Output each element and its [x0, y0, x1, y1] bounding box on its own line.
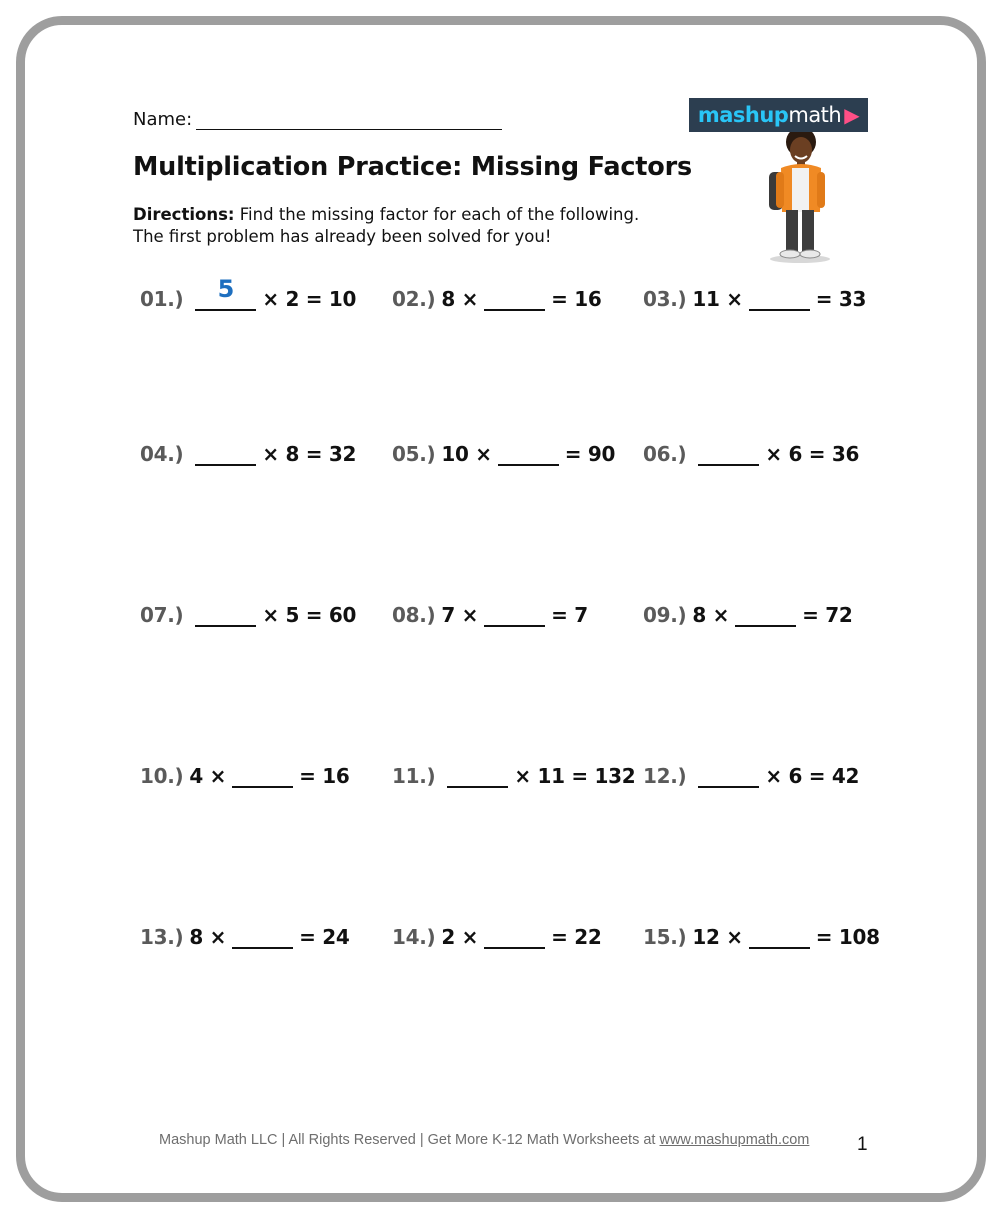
- footer: [159, 1132, 809, 1148]
- answer-blank[interactable]: [484, 605, 545, 627]
- logo-text-math: math: [788, 103, 842, 127]
- directions-label: Directions:: [133, 205, 235, 224]
- answer-blank[interactable]: [749, 289, 810, 311]
- problem-9: [643, 603, 852, 627]
- name-field-row: [133, 109, 502, 130]
- directions-text: Find the missing factor for each of the following.: [239, 205, 640, 224]
- filled-answer: 5: [217, 275, 235, 303]
- problem-11: [392, 764, 635, 788]
- problem-equation-rest: × 11 = 132: [514, 764, 636, 788]
- problem-equation-rest: = 16: [551, 287, 602, 311]
- answer-blank[interactable]: [195, 605, 256, 627]
- problem-12: [643, 764, 859, 788]
- problem-10: [140, 764, 349, 788]
- problem-number: 03.): [643, 287, 687, 311]
- problem-equation-rest: × 6 = 42: [765, 764, 860, 788]
- problem-known-factor: 12 ×: [692, 925, 743, 949]
- problem-3: [643, 287, 866, 311]
- problem-known-factor: 7 ×: [441, 603, 479, 627]
- problem-known-factor: 2 ×: [441, 925, 479, 949]
- answer-blank[interactable]: [447, 766, 508, 788]
- problem-6: [643, 442, 859, 466]
- problem-number: 15.): [643, 925, 687, 949]
- problem-equation-rest: × 5 = 60: [262, 603, 357, 627]
- problem-15: [643, 925, 880, 949]
- problem-number: 07.): [140, 603, 184, 627]
- problem-number: 02.): [392, 287, 436, 311]
- problem-equation-rest: × 8 = 32: [262, 442, 357, 466]
- play-icon: ▶: [844, 103, 860, 127]
- problem-known-factor: 8 ×: [189, 925, 227, 949]
- problem-equation-rest: = 24: [299, 925, 350, 949]
- problem-equation-rest: × 2 = 10: [262, 287, 357, 311]
- problem-2: [392, 287, 601, 311]
- answer-blank[interactable]: [232, 766, 293, 788]
- name-blank-line: [196, 111, 502, 130]
- worksheet-title: Multiplication Practice: Missing Factors: [133, 152, 692, 182]
- directions: [133, 204, 693, 248]
- problem-number: 01.): [140, 287, 184, 311]
- problem-equation-rest: = 72: [802, 603, 853, 627]
- problem-equation-rest: = 7: [551, 603, 588, 627]
- problem-known-factor: 11 ×: [692, 287, 743, 311]
- problem-equation-rest: = 90: [564, 442, 616, 466]
- problem-7: [140, 603, 356, 627]
- problem-1: [140, 275, 357, 311]
- problem-13: [140, 925, 349, 949]
- problem-equation-rest: = 33: [815, 287, 867, 311]
- problem-number: 09.): [643, 603, 687, 627]
- problem-number: 11.): [392, 764, 436, 788]
- footer-website-link[interactable]: www.mashupmath.com: [659, 1132, 810, 1148]
- page-number: 1: [857, 1134, 868, 1155]
- problem-8: [392, 603, 588, 627]
- problem-number: 05.): [392, 442, 436, 466]
- directions-text-2: The first problem has already been solved for you!: [133, 227, 552, 246]
- problem-known-factor: 8 ×: [441, 287, 479, 311]
- mashup-math-logo: [689, 98, 868, 132]
- footer-text: Mashup Math LLC | All Rights Reserved | Get More K-12 Math Worksheets at: [159, 1132, 656, 1148]
- problem-number: 12.): [643, 764, 687, 788]
- answer-blank[interactable]: [232, 927, 293, 949]
- answer-blank[interactable]: [195, 275, 256, 311]
- answer-blank[interactable]: [698, 444, 759, 466]
- answer-blank[interactable]: [735, 605, 796, 627]
- answer-blank[interactable]: [484, 927, 545, 949]
- problem-4: [140, 442, 356, 466]
- problem-equation-rest: = 108: [815, 925, 880, 949]
- answer-blank[interactable]: [698, 766, 759, 788]
- problem-5: [392, 442, 615, 466]
- problem-known-factor: 4 ×: [189, 764, 227, 788]
- problem-number: 06.): [643, 442, 687, 466]
- student-mascot-illustration: [762, 128, 836, 264]
- problem-14: [392, 925, 601, 949]
- answer-blank[interactable]: [195, 444, 256, 466]
- problem-equation-rest: = 22: [551, 925, 602, 949]
- problem-number: 04.): [140, 442, 184, 466]
- problem-equation-rest: × 6 = 36: [765, 442, 860, 466]
- name-label: Name:: [133, 109, 193, 130]
- problem-known-factor: 8 ×: [692, 603, 730, 627]
- answer-blank[interactable]: [498, 444, 559, 466]
- problem-number: 08.): [392, 603, 436, 627]
- problem-number: 13.): [140, 925, 184, 949]
- problem-equation-rest: = 16: [299, 764, 350, 788]
- problem-number: 10.): [140, 764, 184, 788]
- problem-number: 14.): [392, 925, 436, 949]
- answer-blank[interactable]: [484, 289, 545, 311]
- logo-text-mashup: mashup: [697, 103, 789, 127]
- problem-known-factor: 10 ×: [441, 442, 492, 466]
- answer-blank[interactable]: [749, 927, 810, 949]
